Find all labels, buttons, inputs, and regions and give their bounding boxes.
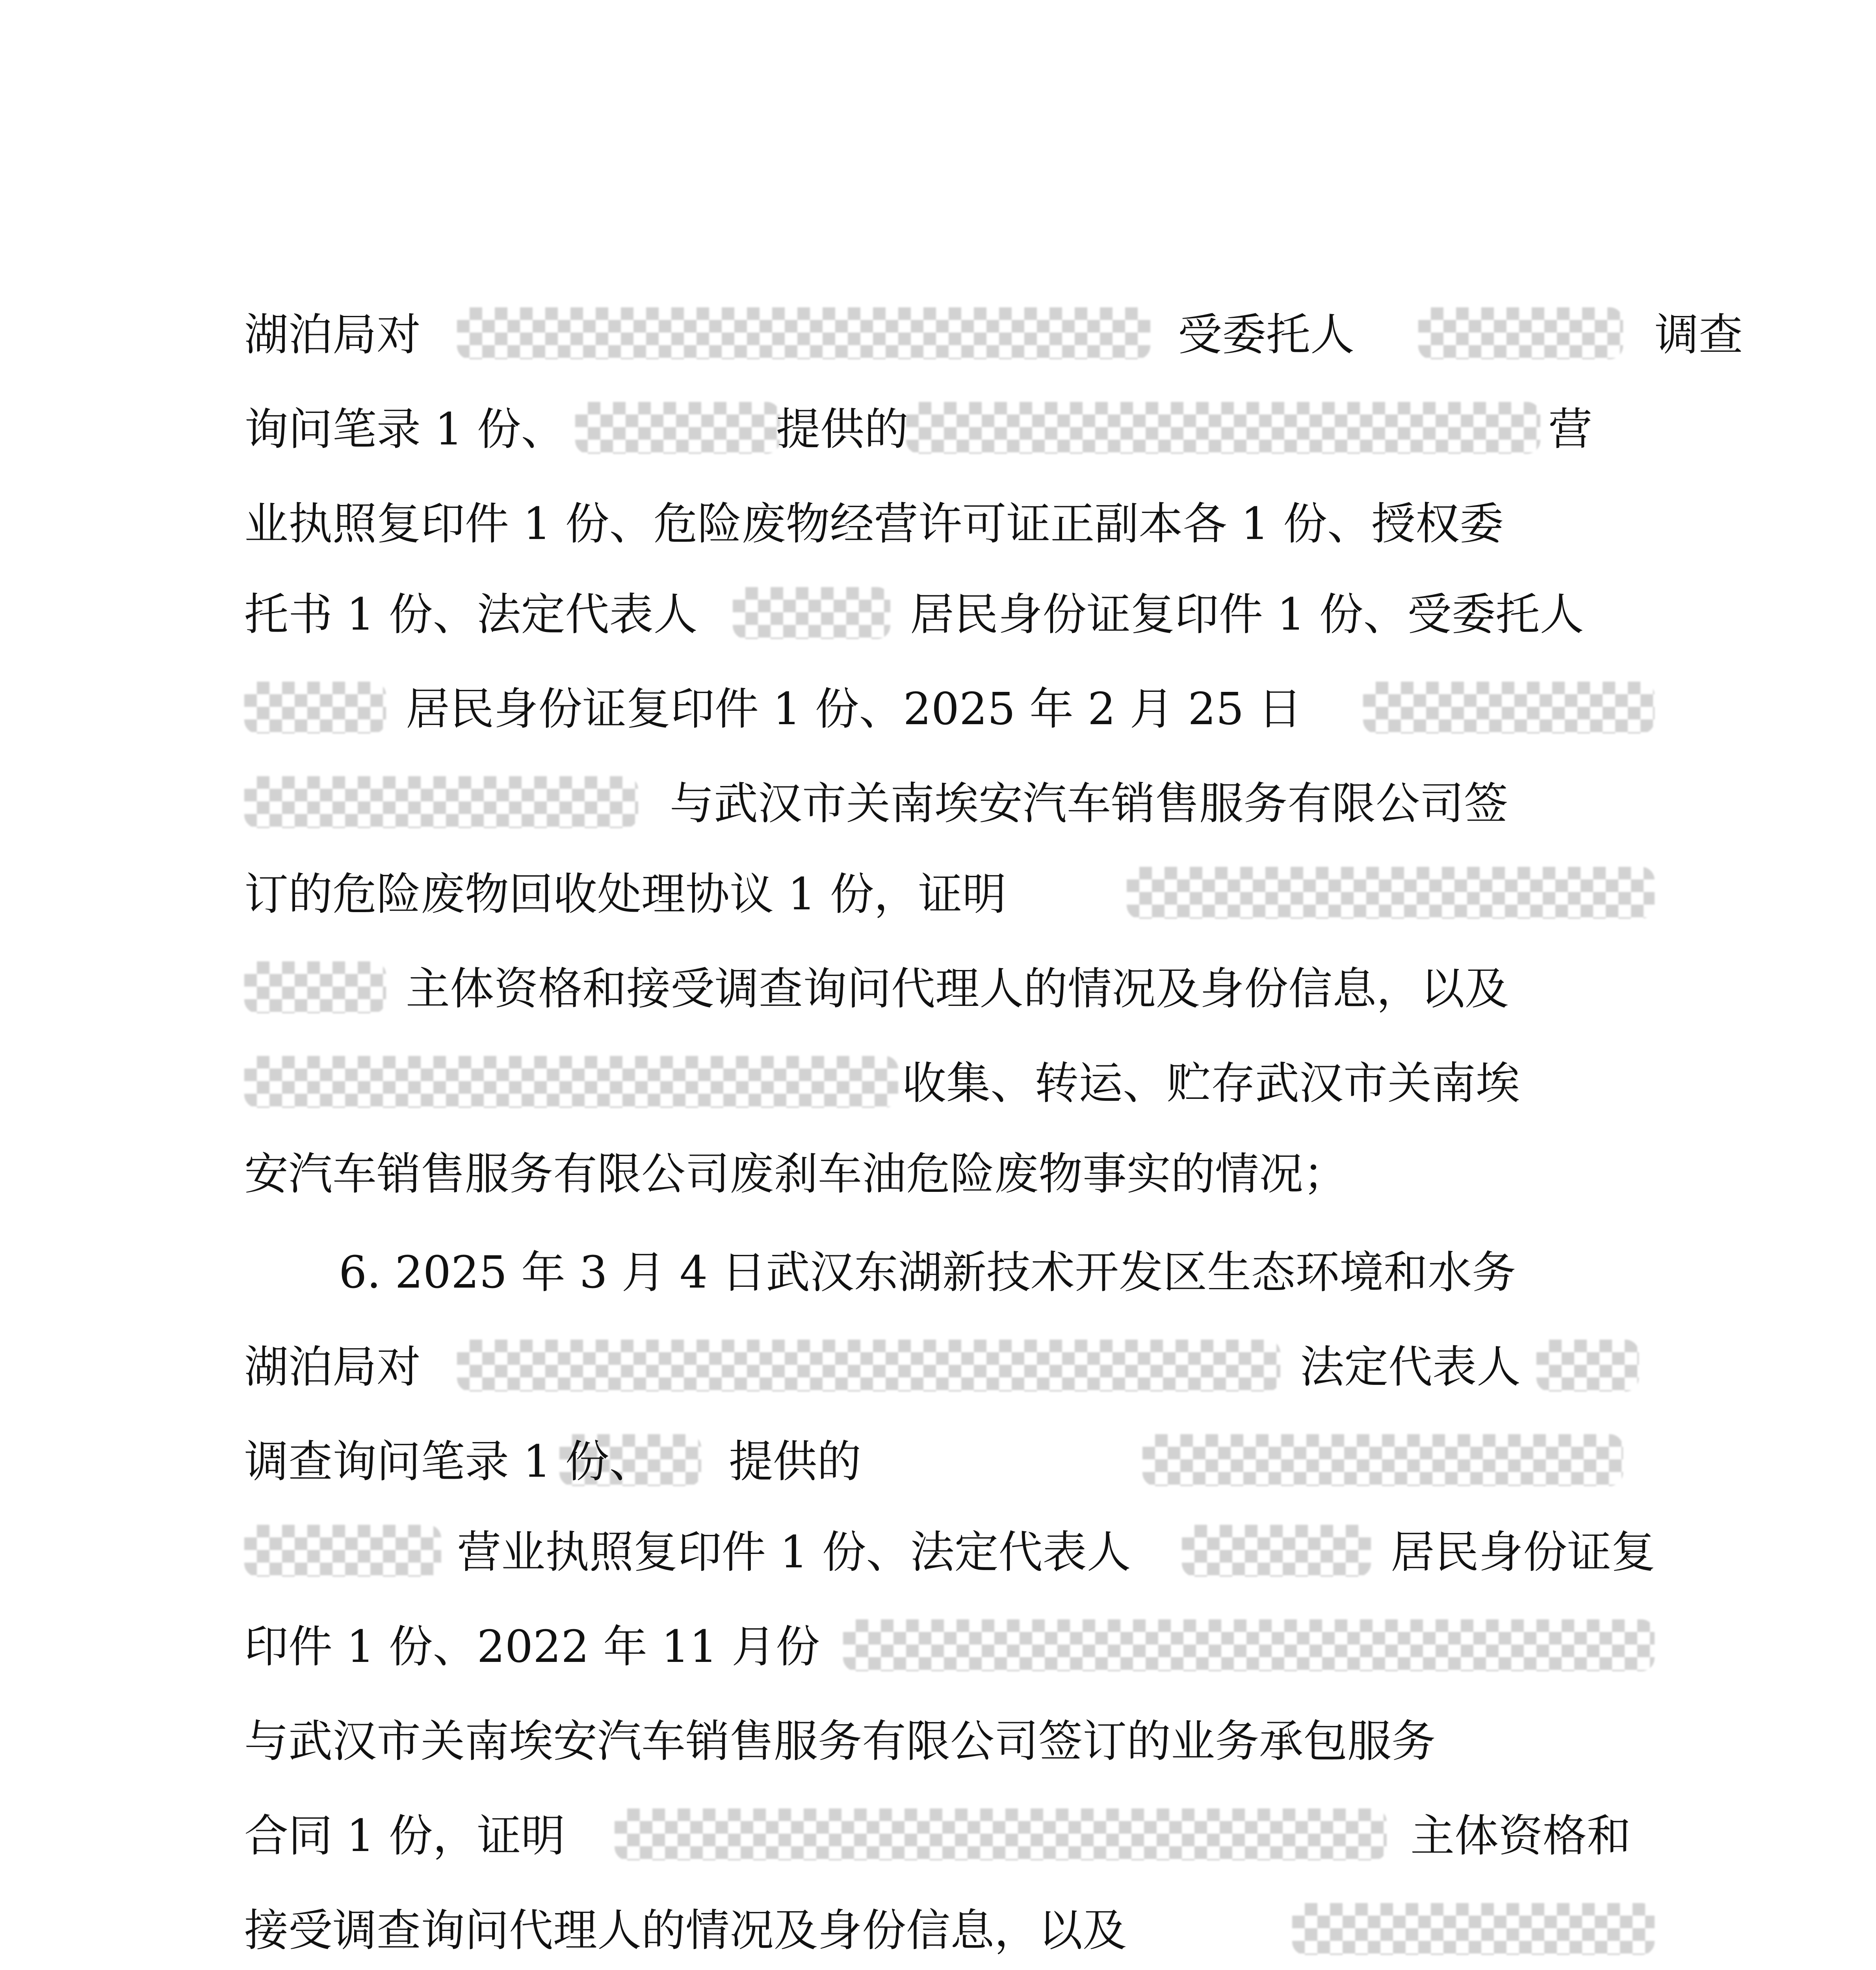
redaction-block	[733, 587, 890, 639]
text-line	[0, 1706, 1876, 1777]
text-line	[0, 299, 1876, 370]
text-line	[0, 1895, 1876, 1966]
text-line	[0, 394, 1876, 465]
text-segment: 湖泊局对	[244, 1342, 421, 1393]
text-segment: 印件 1 份、2022 年 11 月份	[244, 1621, 820, 1673]
text-segment: 营业执照复印件 1 份、法定代表人	[457, 1527, 1131, 1578]
redaction-block	[1363, 682, 1655, 734]
text-segment: 居民身份证复印件 1 份、2025 年 2 月 25 日	[406, 684, 1302, 735]
text-line	[0, 1517, 1876, 1588]
text-segment: 居民身份证复印件 1 份、受委托人	[910, 589, 1584, 640]
text-line	[0, 1426, 1876, 1497]
text-segment: 与武汉市关南埃安汽车销售服务有限公司签	[670, 778, 1508, 829]
redaction-block	[244, 1525, 441, 1577]
text-segment: 合同 1 份，证明	[244, 1810, 565, 1862]
text-segment: 受委托人	[1178, 309, 1354, 361]
redaction-block	[457, 307, 1150, 359]
text-line	[0, 489, 1876, 559]
redaction-block	[457, 1340, 1280, 1392]
text-segment: 提供的	[776, 404, 908, 455]
text-segment: 收集、转运、贮存武汉市关南埃	[902, 1058, 1520, 1109]
redaction-block	[906, 402, 1540, 454]
text-line	[0, 1048, 1876, 1119]
redaction-block	[244, 1056, 898, 1108]
redaction-block	[843, 1619, 1655, 1671]
redaction-block	[1182, 1525, 1371, 1577]
redaction-block	[1536, 1340, 1639, 1392]
text-line	[0, 579, 1876, 650]
text-segment: 调查	[1655, 309, 1743, 361]
redaction-block	[575, 402, 780, 454]
text-segment: 法定代表人	[1300, 1342, 1521, 1393]
text-segment: 与武汉市关南埃安汽车销售服务有限公司签订的业务承包服务	[244, 1716, 1436, 1767]
redaction-block	[615, 1808, 1387, 1860]
redaction-block	[1127, 867, 1655, 919]
text-line	[0, 674, 1876, 745]
text-line	[0, 1611, 1876, 1682]
redaction-block	[1142, 1434, 1623, 1486]
text-line	[0, 859, 1876, 930]
text-segment: 托书 1 份、法定代表人	[244, 589, 698, 640]
text-line	[0, 1332, 1876, 1403]
text-segment: 订的危险废物回收处理协议 1 份，证明	[244, 869, 1007, 920]
text-segment: 主体资格和	[1410, 1810, 1631, 1862]
text-segment: 6. 2025 年 3 月 4 日武汉东湖新技术开发区生态环境和水务	[339, 1247, 1516, 1298]
text-segment: 居民身份证复	[1391, 1527, 1655, 1578]
text-line	[0, 768, 1876, 839]
redaction-block	[1292, 1903, 1655, 1955]
text-segment: 安汽车销售服务有限公司废刹车油危险废物事实的情况；	[244, 1149, 1347, 1200]
redaction-block	[244, 776, 638, 828]
text-segment: 主体资格和接受调查询问代理人的情况及身份信息，以及	[406, 963, 1509, 1015]
redaction-block	[244, 682, 386, 734]
text-segment: 调查询问笔录 1 份、	[244, 1436, 654, 1487]
text-segment: 业执照复印件 1 份、危险废物经营许可证正副本各 1 份、授权委	[244, 498, 1504, 550]
text-segment: 湖泊局对	[244, 309, 421, 361]
text-line	[0, 1139, 1876, 1210]
text-segment: 提供的	[729, 1436, 861, 1487]
text-line	[0, 1801, 1876, 1872]
text-line	[0, 1237, 1876, 1308]
text-segment: 接受调查询问代理人的情况及身份信息，以及	[244, 1905, 1127, 1956]
text-segment: 营	[1548, 404, 1592, 455]
text-segment: 询问笔录 1 份、	[244, 404, 565, 455]
text-line	[0, 953, 1876, 1024]
redaction-block	[1418, 307, 1623, 359]
redaction-block	[244, 961, 386, 1013]
